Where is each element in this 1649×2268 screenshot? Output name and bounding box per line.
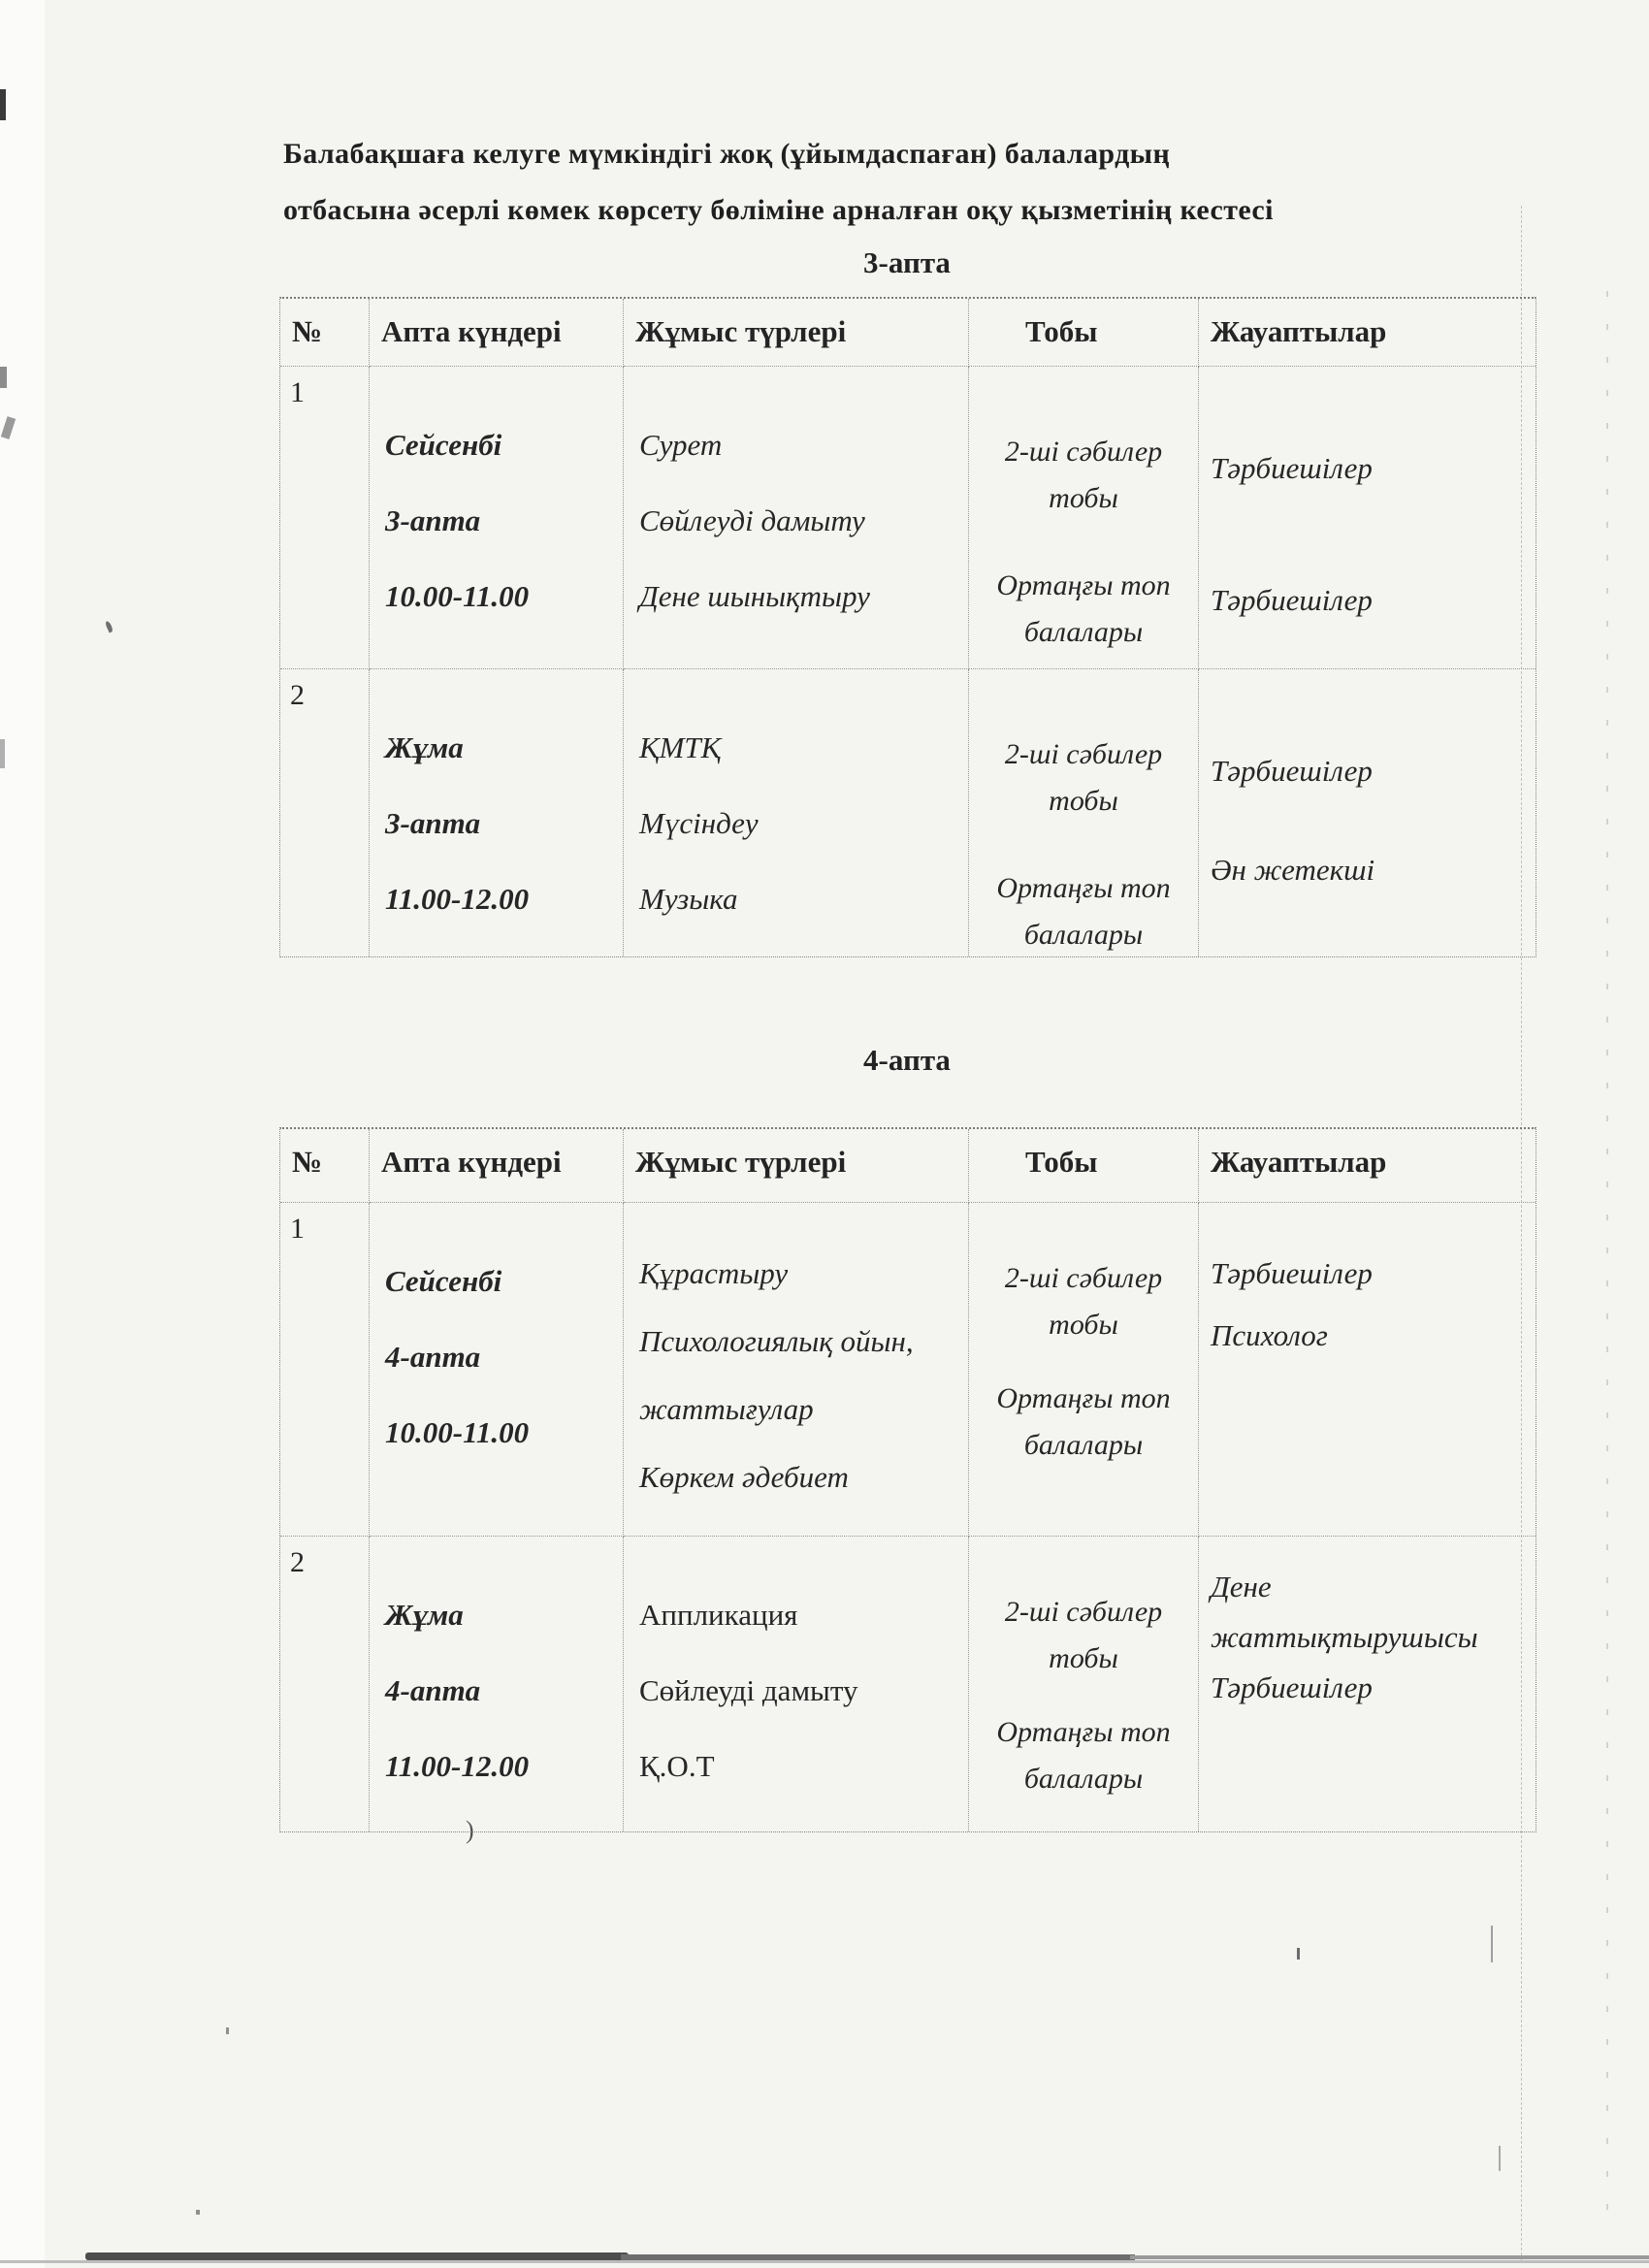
responsible-cell: Тәрбиешілер Ән жетекші — [1211, 754, 1375, 887]
weekday-cell: Сейсенбі 4-апта 10.00-11.00 — [370, 1203, 624, 1537]
scan-speck — [1499, 2146, 1501, 2171]
work-types-cell: ҚМТҚ Мүсіндеу Музыка — [624, 669, 969, 956]
scan-smudge — [0, 739, 5, 768]
weekday-cell: Сейсенбі 3-апта 10.00-11.00 — [370, 367, 624, 669]
row-number-cell: 2 — [280, 1537, 370, 1831]
responsible-cell: Тәрбиешілер Тәрбиешілер — [1199, 367, 1536, 669]
schedule-table-week4 — [279, 1127, 1536, 1832]
column-header-group: Тобы — [969, 299, 1199, 367]
column-header-work-types: Жұмыс түрлері — [624, 299, 969, 367]
column-header-number: № — [280, 299, 370, 367]
scan-smudge — [0, 89, 6, 120]
weekday-cell: Жұма 3-апта 11.00-12.00 — [370, 669, 624, 956]
responsible-cell: Тәрбиешілер Психолог — [1199, 1203, 1536, 1537]
column-header-weekdays: Апта күндері — [370, 1129, 624, 1203]
title-line-1: Балабақшаға келуге мүмкіндігі жоқ (ұйымдаспаған) балалардың — [283, 138, 1171, 170]
group-cell: 2-ші сәбилер тобы Ортаңғы топ балалары — [969, 1203, 1199, 1537]
responsible-cell: Дене жаттықтырушысы Тәрбиешілер — [1211, 1570, 1478, 1704]
work-types-cell: Сурет Сөйлеуді дамыту Дене шынықтыру — [624, 367, 969, 669]
column-header-work-types: Жұмыс түрлері — [624, 1129, 969, 1203]
scan-speck — [226, 2027, 229, 2034]
schedule-table-week3 — [279, 297, 1536, 957]
document-title — [283, 126, 1438, 239]
title-line-2: отбасына әсерлі көмек көрсету бөліміне арналған оқу қызметінің кестесі — [283, 194, 1274, 226]
group-cell: 2-ші сәбилер тобы Ортаңғы топ балалары — [969, 1537, 1199, 1831]
section-heading-week4: 4-апта — [863, 1043, 951, 1077]
column-header-responsible: Жауаптылар — [1199, 1129, 1536, 1203]
column-header-number: № — [280, 1129, 370, 1203]
weekday-cell: Жұма 4-апта 11.00-12.00 — [370, 1537, 624, 1831]
scan-speck — [1491, 1926, 1493, 1962]
scan-speck — [196, 2210, 200, 2215]
scan-bottom-edge — [0, 2249, 1649, 2268]
scan-noise-column — [1606, 291, 1608, 2212]
group-cell: 2-ші сәбилер тобы Ортаңғы топ балалары — [969, 367, 1199, 669]
scan-smudge — [105, 621, 114, 633]
scan-edge-strip — [0, 0, 45, 2268]
work-types-cell: Құрастыру Психологиялық ойын, жаттығулар Көркем әдебиет — [624, 1203, 969, 1537]
row-number-cell: 1 — [280, 367, 370, 669]
work-types-cell: Аппликация Сөйлеуді дамыту Қ.О.Т — [624, 1537, 969, 1831]
scan-smudge — [0, 367, 7, 388]
group-cell: 2-ші сәбилер тобы Ортаңғы топ балалары — [969, 669, 1199, 956]
stray-mark: ) — [466, 1816, 474, 1844]
column-header-responsible: Жауаптылар — [1199, 299, 1536, 367]
column-header-weekdays: Апта күндері — [370, 299, 624, 367]
section-heading-week3: 3-апта — [863, 245, 951, 279]
column-header-group: Тобы — [969, 1129, 1199, 1203]
row-number-cell: 2 — [280, 669, 370, 956]
scan-speck — [1297, 1948, 1300, 1960]
row-number-cell: 1 — [280, 1203, 370, 1537]
